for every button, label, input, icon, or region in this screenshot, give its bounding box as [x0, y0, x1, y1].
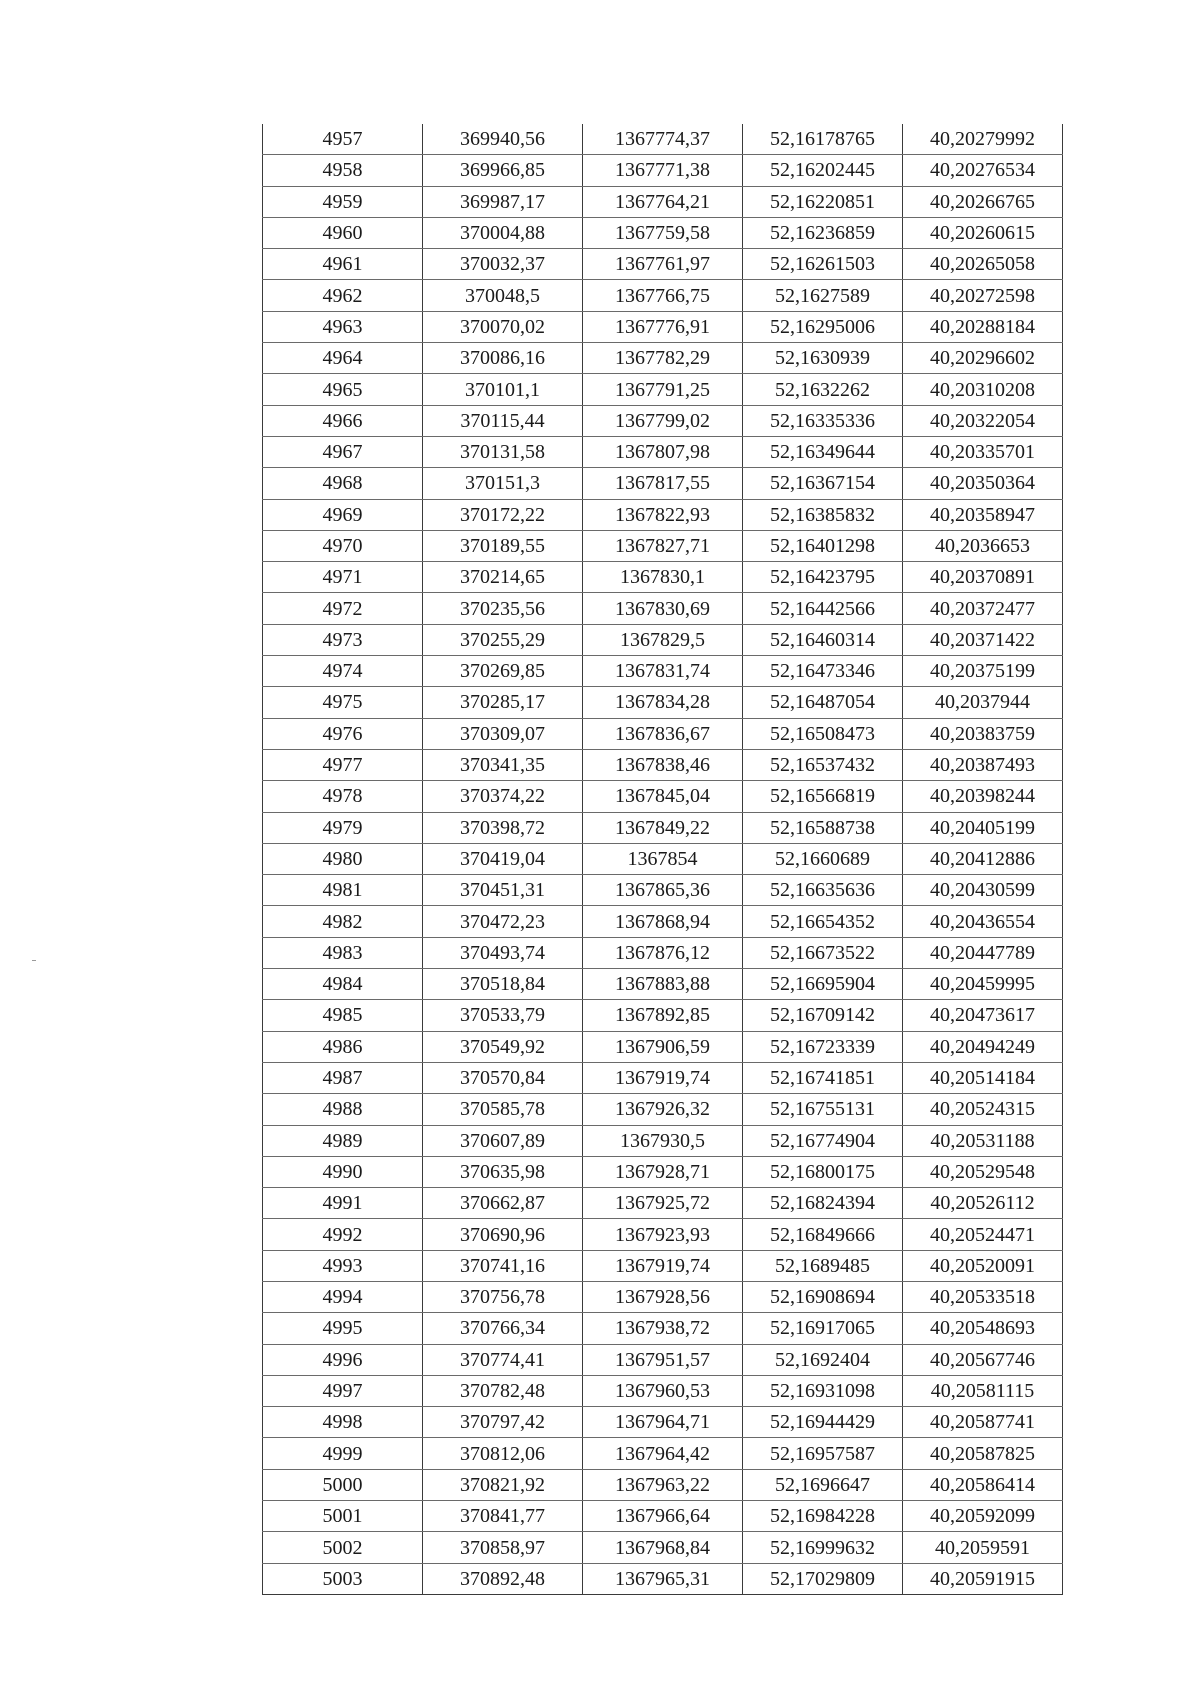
x-coordinate-cell: 370570,84 [423, 1062, 583, 1093]
table-row [263, 217, 1063, 248]
point-number-cell: 4972 [263, 593, 423, 624]
latitude-cell: 52,16774904 [743, 1125, 903, 1156]
x-coordinate-cell: 370812,06 [423, 1438, 583, 1469]
table-row [263, 1188, 1063, 1219]
x-coordinate-cell: 370189,55 [423, 530, 583, 561]
point-number-cell: 4982 [263, 906, 423, 937]
x-coordinate-cell: 370032,37 [423, 249, 583, 280]
y-coordinate-cell: 1367764,21 [583, 186, 743, 217]
latitude-cell: 52,16654352 [743, 906, 903, 937]
x-coordinate-cell: 370797,42 [423, 1407, 583, 1438]
y-coordinate-cell: 1367817,55 [583, 468, 743, 499]
latitude-cell: 52,16295006 [743, 311, 903, 342]
x-coordinate-cell: 370766,34 [423, 1313, 583, 1344]
latitude-cell: 52,16957587 [743, 1438, 903, 1469]
x-coordinate-cell: 370493,74 [423, 937, 583, 968]
x-coordinate-cell: 370235,56 [423, 593, 583, 624]
longitude-cell: 40,20358947 [903, 499, 1063, 530]
y-coordinate-cell: 1367830,69 [583, 593, 743, 624]
table-row [263, 249, 1063, 280]
coordinate-table [262, 124, 1063, 1595]
longitude-cell: 40,20514184 [903, 1062, 1063, 1093]
table-row [263, 1031, 1063, 1062]
table-row [263, 906, 1063, 937]
y-coordinate-cell: 1367822,93 [583, 499, 743, 530]
y-coordinate-cell: 1367766,75 [583, 280, 743, 311]
point-number-cell: 4999 [263, 1438, 423, 1469]
table-row [263, 155, 1063, 186]
latitude-cell: 52,16588738 [743, 812, 903, 843]
longitude-cell: 40,20335701 [903, 436, 1063, 467]
longitude-cell: 40,20529548 [903, 1156, 1063, 1187]
latitude-cell: 52,16385832 [743, 499, 903, 530]
x-coordinate-cell: 369940,56 [423, 124, 583, 155]
point-number-cell: 4968 [263, 468, 423, 499]
x-coordinate-cell: 370782,48 [423, 1375, 583, 1406]
latitude-cell: 52,16673522 [743, 937, 903, 968]
point-number-cell: 4971 [263, 562, 423, 593]
y-coordinate-cell: 1367827,71 [583, 530, 743, 561]
point-number-cell: 5002 [263, 1532, 423, 1563]
y-coordinate-cell: 1367923,93 [583, 1219, 743, 1250]
longitude-cell: 40,20383759 [903, 718, 1063, 749]
y-coordinate-cell: 1367964,71 [583, 1407, 743, 1438]
table-row [263, 1125, 1063, 1156]
longitude-cell: 40,20371422 [903, 624, 1063, 655]
longitude-cell: 40,2036653 [903, 530, 1063, 561]
point-number-cell: 4969 [263, 499, 423, 530]
table-row [263, 749, 1063, 780]
point-number-cell: 4959 [263, 186, 423, 217]
longitude-cell: 40,20591915 [903, 1563, 1063, 1594]
table-row [263, 718, 1063, 749]
table-row [263, 562, 1063, 593]
x-coordinate-cell: 370858,97 [423, 1532, 583, 1563]
latitude-cell: 52,16508473 [743, 718, 903, 749]
point-number-cell: 4957 [263, 124, 423, 155]
scan-artifact [32, 960, 36, 961]
longitude-cell: 40,20266765 [903, 186, 1063, 217]
x-coordinate-cell: 370004,88 [423, 217, 583, 248]
y-coordinate-cell: 1367868,94 [583, 906, 743, 937]
x-coordinate-cell: 370269,85 [423, 656, 583, 687]
table-row [263, 186, 1063, 217]
table-row [263, 781, 1063, 812]
latitude-cell: 52,16367154 [743, 468, 903, 499]
y-coordinate-cell: 1367849,22 [583, 812, 743, 843]
table-row [263, 530, 1063, 561]
coordinate-table-body [263, 124, 1063, 1594]
table-row [263, 1000, 1063, 1031]
latitude-cell: 52,16566819 [743, 781, 903, 812]
point-number-cell: 4981 [263, 875, 423, 906]
y-coordinate-cell: 1367919,74 [583, 1062, 743, 1093]
y-coordinate-cell: 1367854 [583, 843, 743, 874]
y-coordinate-cell: 1367960,53 [583, 1375, 743, 1406]
longitude-cell: 40,20265058 [903, 249, 1063, 280]
latitude-cell: 52,16202445 [743, 155, 903, 186]
y-coordinate-cell: 1367776,91 [583, 311, 743, 342]
latitude-cell: 52,1627589 [743, 280, 903, 311]
x-coordinate-cell: 370285,17 [423, 687, 583, 718]
y-coordinate-cell: 1367906,59 [583, 1031, 743, 1062]
longitude-cell: 40,20372477 [903, 593, 1063, 624]
x-coordinate-cell: 370585,78 [423, 1094, 583, 1125]
point-number-cell: 4983 [263, 937, 423, 968]
table-row [263, 1375, 1063, 1406]
latitude-cell: 52,16695904 [743, 969, 903, 1000]
table-row [263, 656, 1063, 687]
table-row [263, 812, 1063, 843]
point-number-cell: 4998 [263, 1407, 423, 1438]
longitude-cell: 40,20520091 [903, 1250, 1063, 1281]
longitude-cell: 40,20322054 [903, 405, 1063, 436]
y-coordinate-cell: 1367892,85 [583, 1000, 743, 1031]
x-coordinate-cell: 370533,79 [423, 1000, 583, 1031]
longitude-cell: 40,20592099 [903, 1501, 1063, 1532]
y-coordinate-cell: 1367761,97 [583, 249, 743, 280]
latitude-cell: 52,16999632 [743, 1532, 903, 1563]
table-row [263, 1532, 1063, 1563]
point-number-cell: 4963 [263, 311, 423, 342]
table-row [263, 1313, 1063, 1344]
latitude-cell: 52,17029809 [743, 1563, 903, 1594]
x-coordinate-cell: 369966,85 [423, 155, 583, 186]
x-coordinate-cell: 370892,48 [423, 1563, 583, 1594]
latitude-cell: 52,1630939 [743, 343, 903, 374]
x-coordinate-cell: 370172,22 [423, 499, 583, 530]
longitude-cell: 40,20533518 [903, 1281, 1063, 1312]
point-number-cell: 4973 [263, 624, 423, 655]
latitude-cell: 52,16487054 [743, 687, 903, 718]
point-number-cell: 4987 [263, 1062, 423, 1093]
table-row [263, 843, 1063, 874]
latitude-cell: 52,16984228 [743, 1501, 903, 1532]
x-coordinate-cell: 370635,98 [423, 1156, 583, 1187]
table-row [263, 875, 1063, 906]
latitude-cell: 52,1632262 [743, 374, 903, 405]
y-coordinate-cell: 1367807,98 [583, 436, 743, 467]
latitude-cell: 52,1660689 [743, 843, 903, 874]
latitude-cell: 52,16178765 [743, 124, 903, 155]
longitude-cell: 40,20447789 [903, 937, 1063, 968]
y-coordinate-cell: 1367926,32 [583, 1094, 743, 1125]
table-row [263, 280, 1063, 311]
table-row [263, 1219, 1063, 1250]
table-row [263, 1250, 1063, 1281]
point-number-cell: 4978 [263, 781, 423, 812]
x-coordinate-cell: 370048,5 [423, 280, 583, 311]
x-coordinate-cell: 370419,04 [423, 843, 583, 874]
point-number-cell: 4977 [263, 749, 423, 780]
longitude-cell: 40,20436554 [903, 906, 1063, 937]
longitude-cell: 40,20587741 [903, 1407, 1063, 1438]
y-coordinate-cell: 1367928,71 [583, 1156, 743, 1187]
x-coordinate-cell: 370131,58 [423, 436, 583, 467]
latitude-cell: 52,16220851 [743, 186, 903, 217]
longitude-cell: 40,20296602 [903, 343, 1063, 374]
x-coordinate-cell: 370607,89 [423, 1125, 583, 1156]
longitude-cell: 40,20276534 [903, 155, 1063, 186]
longitude-cell: 40,20524315 [903, 1094, 1063, 1125]
x-coordinate-cell: 370549,92 [423, 1031, 583, 1062]
x-coordinate-cell: 370472,23 [423, 906, 583, 937]
longitude-cell: 40,2059591 [903, 1532, 1063, 1563]
latitude-cell: 52,16908694 [743, 1281, 903, 1312]
point-number-cell: 4985 [263, 1000, 423, 1031]
longitude-cell: 40,20526112 [903, 1188, 1063, 1219]
latitude-cell: 52,16635636 [743, 875, 903, 906]
latitude-cell: 52,16261503 [743, 249, 903, 280]
latitude-cell: 52,1696647 [743, 1469, 903, 1500]
latitude-cell: 52,16944429 [743, 1407, 903, 1438]
y-coordinate-cell: 1367965,31 [583, 1563, 743, 1594]
y-coordinate-cell: 1367876,12 [583, 937, 743, 968]
latitude-cell: 52,16335336 [743, 405, 903, 436]
table-row [263, 1469, 1063, 1500]
point-number-cell: 4976 [263, 718, 423, 749]
y-coordinate-cell: 1367964,42 [583, 1438, 743, 1469]
point-number-cell: 4988 [263, 1094, 423, 1125]
y-coordinate-cell: 1367759,58 [583, 217, 743, 248]
y-coordinate-cell: 1367831,74 [583, 656, 743, 687]
longitude-cell: 40,20288184 [903, 311, 1063, 342]
point-number-cell: 4958 [263, 155, 423, 186]
longitude-cell: 40,20430599 [903, 875, 1063, 906]
longitude-cell: 40,20370891 [903, 562, 1063, 593]
y-coordinate-cell: 1367836,67 [583, 718, 743, 749]
point-number-cell: 4992 [263, 1219, 423, 1250]
x-coordinate-cell: 370374,22 [423, 781, 583, 812]
x-coordinate-cell: 370070,02 [423, 311, 583, 342]
point-number-cell: 4993 [263, 1250, 423, 1281]
x-coordinate-cell: 370451,31 [423, 875, 583, 906]
latitude-cell: 52,16349644 [743, 436, 903, 467]
table-row [263, 405, 1063, 436]
y-coordinate-cell: 1367928,56 [583, 1281, 743, 1312]
x-coordinate-cell: 369987,17 [423, 186, 583, 217]
longitude-cell: 40,20548693 [903, 1313, 1063, 1344]
latitude-cell: 52,16849666 [743, 1219, 903, 1250]
point-number-cell: 4984 [263, 969, 423, 1000]
x-coordinate-cell: 370214,65 [423, 562, 583, 593]
point-number-cell: 4970 [263, 530, 423, 561]
table-row [263, 1501, 1063, 1532]
point-number-cell: 5001 [263, 1501, 423, 1532]
longitude-cell: 40,20375199 [903, 656, 1063, 687]
latitude-cell: 52,16723339 [743, 1031, 903, 1062]
latitude-cell: 52,16741851 [743, 1062, 903, 1093]
latitude-cell: 52,16755131 [743, 1094, 903, 1125]
longitude-cell: 40,2037944 [903, 687, 1063, 718]
point-number-cell: 4960 [263, 217, 423, 248]
latitude-cell: 52,16537432 [743, 749, 903, 780]
point-number-cell: 4974 [263, 656, 423, 687]
latitude-cell: 52,16460314 [743, 624, 903, 655]
longitude-cell: 40,20279992 [903, 124, 1063, 155]
point-number-cell: 4964 [263, 343, 423, 374]
table-row [263, 499, 1063, 530]
point-number-cell: 4995 [263, 1313, 423, 1344]
x-coordinate-cell: 370398,72 [423, 812, 583, 843]
table-row [263, 1563, 1063, 1594]
table-row [263, 593, 1063, 624]
x-coordinate-cell: 370690,96 [423, 1219, 583, 1250]
latitude-cell: 52,16442566 [743, 593, 903, 624]
longitude-cell: 40,20412886 [903, 843, 1063, 874]
x-coordinate-cell: 370255,29 [423, 624, 583, 655]
point-number-cell: 4961 [263, 249, 423, 280]
longitude-cell: 40,20387493 [903, 749, 1063, 780]
x-coordinate-cell: 370741,16 [423, 1250, 583, 1281]
latitude-cell: 52,1692404 [743, 1344, 903, 1375]
y-coordinate-cell: 1367838,46 [583, 749, 743, 780]
longitude-cell: 40,20405199 [903, 812, 1063, 843]
x-coordinate-cell: 370518,84 [423, 969, 583, 1000]
longitude-cell: 40,20310208 [903, 374, 1063, 405]
point-number-cell: 4991 [263, 1188, 423, 1219]
point-number-cell: 4996 [263, 1344, 423, 1375]
y-coordinate-cell: 1367774,37 [583, 124, 743, 155]
latitude-cell: 52,16236859 [743, 217, 903, 248]
point-number-cell: 4997 [263, 1375, 423, 1406]
latitude-cell: 52,16800175 [743, 1156, 903, 1187]
table-row [263, 468, 1063, 499]
latitude-cell: 52,16931098 [743, 1375, 903, 1406]
longitude-cell: 40,20350364 [903, 468, 1063, 499]
y-coordinate-cell: 1367883,88 [583, 969, 743, 1000]
y-coordinate-cell: 1367845,04 [583, 781, 743, 812]
table-row [263, 1344, 1063, 1375]
x-coordinate-cell: 370309,07 [423, 718, 583, 749]
point-number-cell: 4986 [263, 1031, 423, 1062]
y-coordinate-cell: 1367951,57 [583, 1344, 743, 1375]
longitude-cell: 40,20581115 [903, 1375, 1063, 1406]
longitude-cell: 40,20398244 [903, 781, 1063, 812]
y-coordinate-cell: 1367938,72 [583, 1313, 743, 1344]
table-row [263, 124, 1063, 155]
table-row [263, 1281, 1063, 1312]
longitude-cell: 40,20260615 [903, 217, 1063, 248]
y-coordinate-cell: 1367865,36 [583, 875, 743, 906]
point-number-cell: 4967 [263, 436, 423, 467]
table-row [263, 1062, 1063, 1093]
x-coordinate-cell: 370115,44 [423, 405, 583, 436]
latitude-cell: 52,16473346 [743, 656, 903, 687]
y-coordinate-cell: 1367963,22 [583, 1469, 743, 1500]
y-coordinate-cell: 1367968,84 [583, 1532, 743, 1563]
point-number-cell: 4962 [263, 280, 423, 311]
x-coordinate-cell: 370086,16 [423, 343, 583, 374]
point-number-cell: 4994 [263, 1281, 423, 1312]
y-coordinate-cell: 1367791,25 [583, 374, 743, 405]
x-coordinate-cell: 370662,87 [423, 1188, 583, 1219]
latitude-cell: 52,16709142 [743, 1000, 903, 1031]
longitude-cell: 40,20473617 [903, 1000, 1063, 1031]
table-row [263, 374, 1063, 405]
table-row [263, 1156, 1063, 1187]
latitude-cell: 52,16401298 [743, 530, 903, 561]
y-coordinate-cell: 1367782,29 [583, 343, 743, 374]
point-number-cell: 4990 [263, 1156, 423, 1187]
point-number-cell: 4980 [263, 843, 423, 874]
x-coordinate-cell: 370774,41 [423, 1344, 583, 1375]
longitude-cell: 40,20524471 [903, 1219, 1063, 1250]
longitude-cell: 40,20531188 [903, 1125, 1063, 1156]
point-number-cell: 5000 [263, 1469, 423, 1500]
y-coordinate-cell: 1367919,74 [583, 1250, 743, 1281]
y-coordinate-cell: 1367830,1 [583, 562, 743, 593]
table-row [263, 969, 1063, 1000]
x-coordinate-cell: 370841,77 [423, 1501, 583, 1532]
latitude-cell: 52,1689485 [743, 1250, 903, 1281]
table-row [263, 687, 1063, 718]
point-number-cell: 4989 [263, 1125, 423, 1156]
latitude-cell: 52,16423795 [743, 562, 903, 593]
point-number-cell: 5003 [263, 1563, 423, 1594]
table-row [263, 436, 1063, 467]
y-coordinate-cell: 1367930,5 [583, 1125, 743, 1156]
latitude-cell: 52,16917065 [743, 1313, 903, 1344]
longitude-cell: 40,20567746 [903, 1344, 1063, 1375]
x-coordinate-cell: 370756,78 [423, 1281, 583, 1312]
x-coordinate-cell: 370821,92 [423, 1469, 583, 1500]
y-coordinate-cell: 1367925,72 [583, 1188, 743, 1219]
table-row [263, 311, 1063, 342]
table-row [263, 1407, 1063, 1438]
point-number-cell: 4965 [263, 374, 423, 405]
longitude-cell: 40,20586414 [903, 1469, 1063, 1500]
y-coordinate-cell: 1367799,02 [583, 405, 743, 436]
y-coordinate-cell: 1367829,5 [583, 624, 743, 655]
x-coordinate-cell: 370151,3 [423, 468, 583, 499]
point-number-cell: 4966 [263, 405, 423, 436]
y-coordinate-cell: 1367966,64 [583, 1501, 743, 1532]
longitude-cell: 40,20459995 [903, 969, 1063, 1000]
point-number-cell: 4979 [263, 812, 423, 843]
x-coordinate-cell: 370101,1 [423, 374, 583, 405]
longitude-cell: 40,20272598 [903, 280, 1063, 311]
longitude-cell: 40,20494249 [903, 1031, 1063, 1062]
table-row [263, 1438, 1063, 1469]
table-row [263, 937, 1063, 968]
x-coordinate-cell: 370341,35 [423, 749, 583, 780]
point-number-cell: 4975 [263, 687, 423, 718]
y-coordinate-cell: 1367834,28 [583, 687, 743, 718]
latitude-cell: 52,16824394 [743, 1188, 903, 1219]
y-coordinate-cell: 1367771,38 [583, 155, 743, 186]
table-row [263, 624, 1063, 655]
table-row [263, 1094, 1063, 1125]
longitude-cell: 40,20587825 [903, 1438, 1063, 1469]
table-row [263, 343, 1063, 374]
